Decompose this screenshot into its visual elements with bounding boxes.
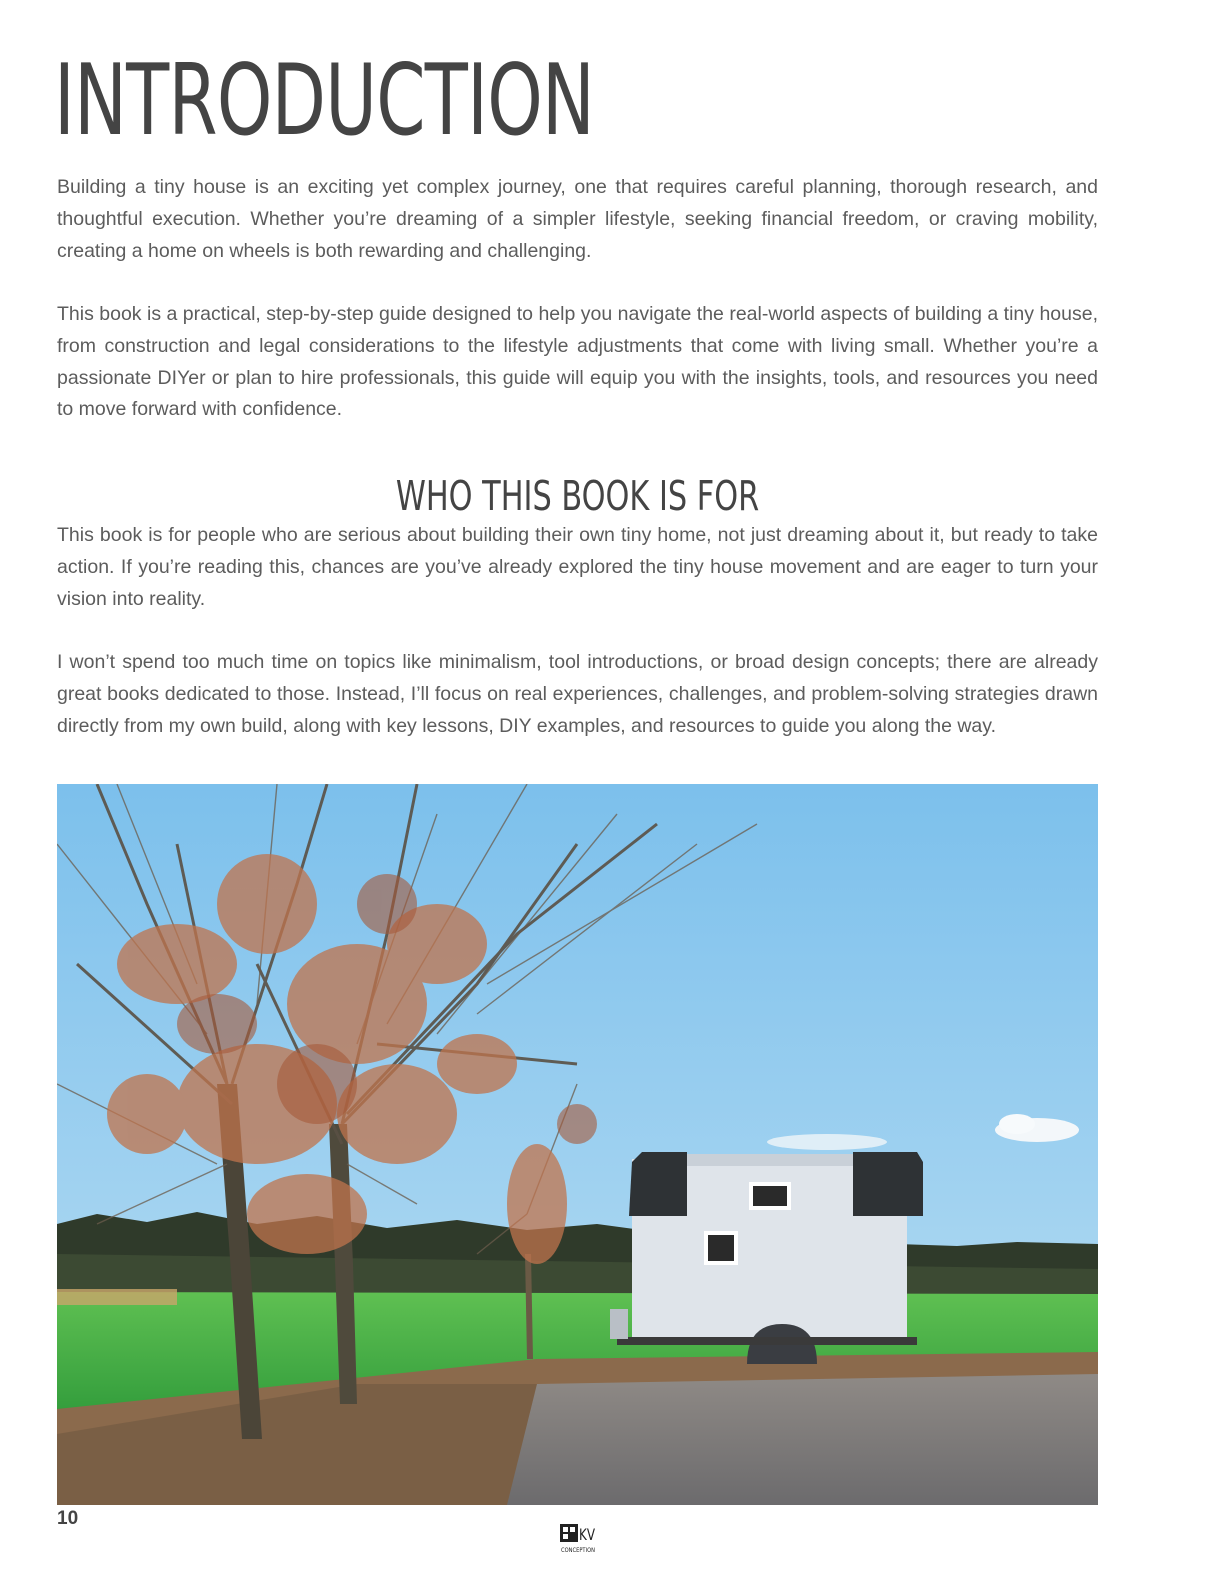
page-number: 10 bbox=[57, 1508, 79, 1529]
svg-text:KV: KV bbox=[579, 1525, 596, 1544]
kv-conception-logo bbox=[560, 1524, 600, 1554]
intro-paragraph-2: This book is a practical, step-by-step guide designed to help you navigate the real-world aspects of building a tiny house, from construction and legal considerations to the lifestyle adjustments that come with living small. Whether you’re a passionate DIYer or plan to hire professionals, this guide will equip you with the insights, tools, and resources you need to move forward with confidence. bbox=[57, 303, 1098, 421]
who-paragraph-1: This book is for people who are serious about building their own tiny home, not just dreaming about it, but ready to take action. If you’re reading this, chances are you’ve already explored the tiny house movement and are eager to turn your vision into reality. bbox=[57, 524, 1098, 610]
section-heading-text: WHO THIS BOOK IS FOR bbox=[395, 472, 760, 520]
who-paragraph-2: I won’t spend too much time on topics like minimalism, tool introductions, or broad design concepts; there are already great books dedicated to those. Instead, I’ll focus on real experiences, challenges, and problem-solving strategies drawn directly from my own build, along with key lessons, DIY examples, and resources to guide you along the way. bbox=[57, 651, 1098, 737]
section-heading bbox=[57, 472, 1098, 520]
svg-text:CONCEPTION: CONCEPTION bbox=[561, 1547, 595, 1554]
tiny-house-photo bbox=[57, 784, 1098, 1505]
page-title: INTRODUCTION bbox=[54, 44, 595, 158]
tiny-house bbox=[610, 1152, 923, 1364]
intro-paragraph-1: Building a tiny house is an exciting yet complex journey, one that requires careful planning, thorough research, and thoughtful execution. Whether you’re dreaming of a simpler lifestyle, seeking financial freedom, or craving mobility, creating a home on wheels is both rewarding and challenging. bbox=[57, 176, 1098, 262]
